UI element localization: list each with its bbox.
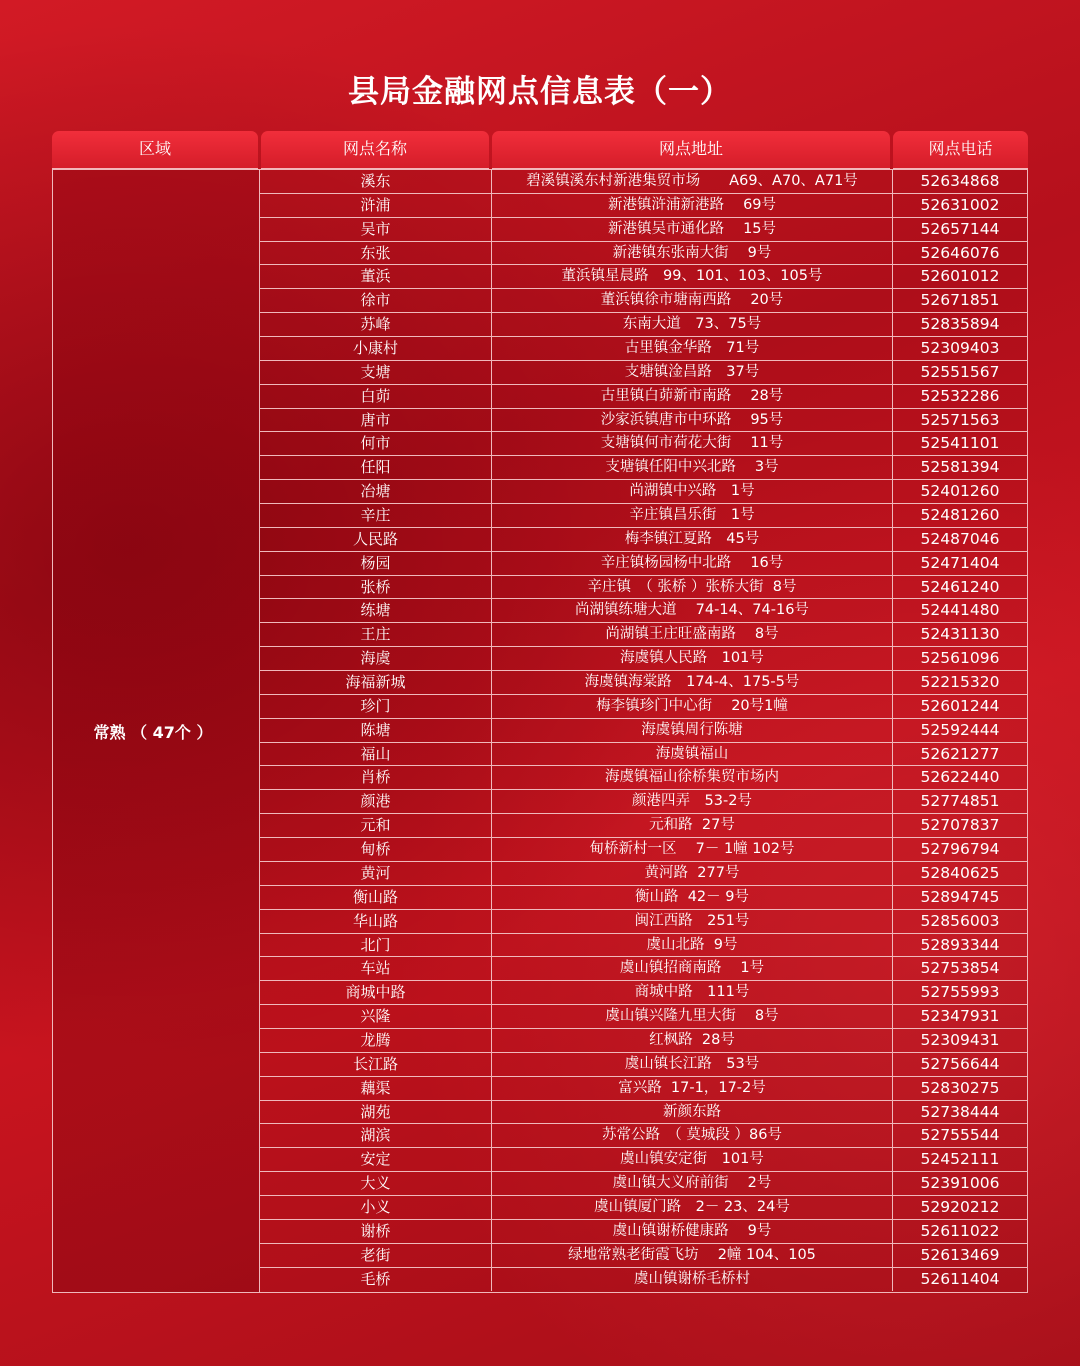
branch-address-cell: 尚湖镇王庄旺盛南路 8号 (492, 623, 893, 646)
branch-address-cell: 辛庄镇 （ 张桥 ）张桥大街 8号 (492, 576, 893, 599)
branch-address-cell: 富兴路 17-1，17-2号 (492, 1077, 893, 1100)
table-row (260, 1124, 1027, 1148)
branch-phone-cell: 52431130 (920, 625, 1000, 644)
branch-phone-cell: 52621277 (920, 744, 1000, 763)
branch-name-cell: 支塘 (260, 361, 492, 384)
branch-address-cell: 虞山镇安定街 101号 (492, 1148, 893, 1171)
branch-phone-cell: 52840625 (920, 863, 1000, 882)
table-row (260, 599, 1027, 623)
branch-name-cell: 辛庄 (260, 504, 492, 527)
branch-name-cell: 人民路 (260, 528, 492, 551)
table-row (260, 1053, 1027, 1077)
table-row (260, 218, 1027, 242)
branch-phone-cell: 52551567 (920, 362, 1000, 381)
branch-address-cell: 海虞镇人民路 101号 (492, 647, 893, 670)
branch-phone-cell: 52541101 (920, 434, 1000, 453)
table-row (260, 480, 1027, 504)
branch-phone-cell: 52611022 (920, 1221, 1000, 1240)
table-row (260, 719, 1027, 743)
table-row (260, 1196, 1027, 1220)
branch-address-cell: 虞山镇谢桥健康路 9号 (492, 1220, 893, 1243)
branch-address-cell: 尚湖镇中兴路 1号 (492, 480, 893, 503)
branch-name-cell: 冶塘 (260, 480, 492, 503)
table-row (260, 432, 1027, 456)
branch-name-cell: 安定 (260, 1148, 492, 1171)
table-row (260, 981, 1027, 1005)
table-row (260, 790, 1027, 814)
branch-name-cell: 元和 (260, 814, 492, 837)
branch-phone-cell: 52487046 (920, 529, 1000, 548)
region-cell (53, 170, 260, 1292)
branch-phone-cell: 52401260 (920, 482, 1000, 501)
table-row (260, 576, 1027, 600)
branch-address-cell: 支塘镇任阳中兴北路 3号 (492, 456, 893, 479)
branch-name-cell: 大义 (260, 1172, 492, 1195)
table-row (260, 289, 1027, 313)
branch-phone-cell: 52581394 (920, 458, 1000, 477)
branch-phone-cell: 52611404 (920, 1269, 1000, 1288)
branch-name-cell: 湖苑 (260, 1101, 492, 1124)
table-row (260, 313, 1027, 337)
branch-phone-cell: 52601244 (920, 696, 1000, 715)
branch-name-cell: 陈塘 (260, 719, 492, 742)
table-row (260, 814, 1027, 838)
branch-name-cell: 颜港 (260, 790, 492, 813)
branch-phone-cell: 52753854 (920, 959, 1000, 978)
branch-phone-cell: 52309403 (920, 339, 1000, 358)
branch-name-cell: 龙腾 (260, 1029, 492, 1052)
table-row (260, 170, 1027, 194)
branch-address-cell: 辛庄镇杨园杨中北路 16号 (492, 552, 893, 575)
branch-address-cell: 梅李镇珍门中心街 20号1幢 (492, 695, 893, 718)
branch-phone-cell: 52347931 (920, 1007, 1000, 1026)
branch-name-cell: 珍门 (260, 695, 492, 718)
page-title: 县局金融网点信息表（一） (348, 74, 732, 110)
header-address: 网点地址 (492, 131, 890, 169)
branch-name-cell: 小义 (260, 1196, 492, 1219)
branch-address-cell: 新港镇东张南大街 9号 (492, 242, 893, 265)
branch-phone-cell: 52441480 (920, 601, 1000, 620)
table-row (260, 1172, 1027, 1196)
branch-address-cell: 商城中路 111号 (492, 981, 893, 1004)
branch-address-cell: 虞山镇大义府前街 2号 (492, 1172, 893, 1195)
branch-phone-cell: 52893344 (920, 935, 1000, 954)
table-row (260, 647, 1027, 671)
branch-address-cell: 苏常公路 （ 莫城段 ）86号 (492, 1124, 893, 1147)
table-row (260, 910, 1027, 934)
branch-phone-cell: 52738444 (920, 1102, 1000, 1121)
table-row (260, 242, 1027, 266)
branch-address-cell: 红枫路 28号 (492, 1029, 893, 1052)
region-label: 常熟 （ 47个 ） (93, 723, 213, 742)
branch-address-cell: 新港镇浒浦新港路 69号 (492, 194, 893, 217)
table-row (260, 1077, 1027, 1101)
table-row (260, 862, 1027, 886)
table-rows (260, 170, 1027, 1291)
branch-phone-cell: 52461240 (920, 577, 1000, 596)
branch-address-cell: 绿地常熟老街霞飞坊 2幢 104、105 (492, 1244, 893, 1267)
branch-phone-cell: 52796794 (920, 840, 1000, 859)
branch-address-cell: 甸桥新村一区 7－ 1幢 102号 (492, 838, 893, 861)
branch-name-cell: 张桥 (260, 576, 492, 599)
branch-address-cell: 虞山镇厦门路 2－ 23、24号 (492, 1196, 893, 1219)
branch-name-cell: 白茆 (260, 385, 492, 408)
branch-phone-cell: 52215320 (920, 673, 1000, 692)
branch-name-cell: 商城中路 (260, 981, 492, 1004)
branch-name-cell: 小康村 (260, 337, 492, 360)
branch-name-cell: 藕渠 (260, 1077, 492, 1100)
header-name: 网点名称 (261, 131, 489, 169)
branch-name-cell: 谢桥 (260, 1220, 492, 1243)
branch-name-cell: 浒浦 (260, 194, 492, 217)
branch-name-cell: 苏峰 (260, 313, 492, 336)
branch-phone-cell: 52755544 (920, 1126, 1000, 1145)
branch-phone-cell: 52894745 (920, 887, 1000, 906)
branch-address-cell: 尚湖镇练塘大道 74-14、74-16号 (492, 599, 893, 622)
branch-address-cell: 新颜东路 (492, 1101, 893, 1124)
branch-phone-cell: 52471404 (920, 553, 1000, 572)
branch-address-cell: 虞山镇招商南路 1号 (492, 957, 893, 980)
table-row (260, 1244, 1027, 1268)
branch-address-cell: 衡山路 42－ 9号 (492, 886, 893, 909)
branch-address-cell: 虞山北路 9号 (492, 934, 893, 957)
branch-name-cell: 衡山路 (260, 886, 492, 909)
branch-address-cell: 支塘镇淦昌路 37号 (492, 361, 893, 384)
branch-phone-cell: 52592444 (920, 720, 1000, 739)
branch-name-cell: 溪东 (260, 170, 492, 193)
branch-phone-cell: 52657144 (920, 219, 1000, 238)
branch-name-cell: 黄河 (260, 862, 492, 885)
table-row (260, 265, 1027, 289)
branch-name-cell: 老街 (260, 1244, 492, 1267)
table-header (52, 131, 1028, 169)
branch-address-cell: 虞山镇谢桥毛桥村 (492, 1268, 893, 1291)
branch-address-cell: 支塘镇何市荷花大街 11号 (492, 432, 893, 455)
table-row (260, 409, 1027, 433)
branch-phone-cell: 52613469 (920, 1245, 1000, 1264)
branch-name-cell: 任阳 (260, 456, 492, 479)
branch-address-cell: 海虞镇海棠路 174-4、175-5号 (492, 671, 893, 694)
branch-address-cell: 古里镇白茆新市南路 28号 (492, 385, 893, 408)
branch-address-cell: 闽江西路 251号 (492, 910, 893, 933)
table-row (260, 1148, 1027, 1172)
table-row (260, 838, 1027, 862)
branch-phone-cell: 52920212 (920, 1197, 1000, 1216)
table-row (260, 743, 1027, 767)
branch-name-cell: 兴隆 (260, 1005, 492, 1028)
branch-name-cell: 湖滨 (260, 1124, 492, 1147)
branch-phone-cell: 52561096 (920, 649, 1000, 668)
branch-name-cell: 何市 (260, 432, 492, 455)
branch-address-cell: 海虞镇福山 (492, 743, 893, 766)
branch-name-cell: 杨园 (260, 552, 492, 575)
branch-phone-cell: 52835894 (920, 315, 1000, 334)
table-row (260, 1220, 1027, 1244)
branch-address-cell: 黄河路 277号 (492, 862, 893, 885)
table-row (260, 552, 1027, 576)
branch-address-cell: 虞山镇长江路 53号 (492, 1053, 893, 1076)
table-row (260, 194, 1027, 218)
table-row (260, 957, 1027, 981)
branch-name-cell: 海福新城 (260, 671, 492, 694)
branch-phone-cell: 52856003 (920, 911, 1000, 930)
branch-name-cell: 海虞 (260, 647, 492, 670)
table-row (260, 337, 1027, 361)
branch-name-cell: 东张 (260, 242, 492, 265)
table-row (260, 385, 1027, 409)
branch-phone-cell: 52391006 (920, 1174, 1000, 1193)
branch-address-cell: 元和路 27号 (492, 814, 893, 837)
branch-name-cell: 练塘 (260, 599, 492, 622)
table-row (260, 695, 1027, 719)
table-row (260, 1101, 1027, 1125)
table-row (260, 456, 1027, 480)
table-row (260, 1005, 1027, 1029)
table-row (260, 528, 1027, 552)
branch-address-cell: 辛庄镇昌乐街 1号 (492, 504, 893, 527)
branch-phone-cell: 52830275 (920, 1078, 1000, 1097)
branch-address-cell: 沙家浜镇唐市中环路 95号 (492, 409, 893, 432)
branch-name-cell: 毛桥 (260, 1268, 492, 1291)
header-region: 区域 (52, 131, 258, 169)
branch-name-cell: 长江路 (260, 1053, 492, 1076)
table-row (260, 934, 1027, 958)
branch-phone-cell: 52774851 (920, 792, 1000, 811)
branch-phone-cell: 52452111 (920, 1150, 1000, 1169)
branch-name-cell: 北门 (260, 934, 492, 957)
branch-name-cell: 车站 (260, 957, 492, 980)
table-row (260, 886, 1027, 910)
branch-phone-cell: 52571563 (920, 410, 1000, 429)
branch-name-cell: 华山路 (260, 910, 492, 933)
branch-phone-cell: 52622440 (920, 768, 1000, 787)
branch-table (52, 131, 1028, 1288)
branch-name-cell: 董浜 (260, 265, 492, 288)
branch-phone-cell: 52646076 (920, 243, 1000, 262)
branch-name-cell: 唐市 (260, 409, 492, 432)
branch-phone-cell: 52634868 (920, 172, 1000, 190)
table-row (260, 623, 1027, 647)
table-body (52, 169, 1028, 1293)
branch-phone-cell: 52756644 (920, 1054, 1000, 1073)
branch-phone-cell: 52755993 (920, 983, 1000, 1002)
table-row (260, 504, 1027, 528)
branch-phone-cell: 52309431 (920, 1030, 1000, 1049)
branch-phone-cell: 52532286 (920, 386, 1000, 405)
branch-address-cell: 东南大道 73、75号 (492, 313, 893, 336)
branch-phone-cell: 52671851 (920, 291, 1000, 310)
branch-address-cell: 碧溪镇溪东村新港集贸市场 A69、A70、A71号 (492, 170, 893, 193)
branch-name-cell: 肖桥 (260, 766, 492, 789)
branch-address-cell: 海虞镇福山徐桥集贸市场内 (492, 766, 893, 789)
table-row (260, 766, 1027, 790)
branch-address-cell: 虞山镇兴隆九里大街 8号 (492, 1005, 893, 1028)
branch-address-cell: 梅李镇江夏路 45号 (492, 528, 893, 551)
branch-name-cell: 甸桥 (260, 838, 492, 861)
table-row (260, 1268, 1027, 1292)
branch-name-cell: 吴市 (260, 218, 492, 241)
branch-name-cell: 福山 (260, 743, 492, 766)
branch-address-cell: 颜港四弄 53-2号 (492, 790, 893, 813)
branch-phone-cell: 52707837 (920, 816, 1000, 835)
branch-address-cell: 新港镇吴市通化路 15号 (492, 218, 893, 241)
table-row (260, 1029, 1027, 1053)
branch-name-cell: 王庄 (260, 623, 492, 646)
branch-name-cell: 徐市 (260, 289, 492, 312)
branch-address-cell: 古里镇金华路 71号 (492, 337, 893, 360)
table-row (260, 671, 1027, 695)
branch-address-cell: 海虞镇周行陈塘 (492, 719, 893, 742)
header-phone: 网点电话 (893, 131, 1028, 169)
branch-phone-cell: 52631002 (920, 195, 1000, 214)
branch-address-cell: 董浜镇徐市塘南西路 20号 (492, 289, 893, 312)
branch-phone-cell: 52601012 (920, 267, 1000, 286)
branch-address-cell: 董浜镇星晨路 99、101、103、105号 (492, 265, 893, 288)
table-row (260, 361, 1027, 385)
branch-phone-cell: 52481260 (920, 506, 1000, 525)
